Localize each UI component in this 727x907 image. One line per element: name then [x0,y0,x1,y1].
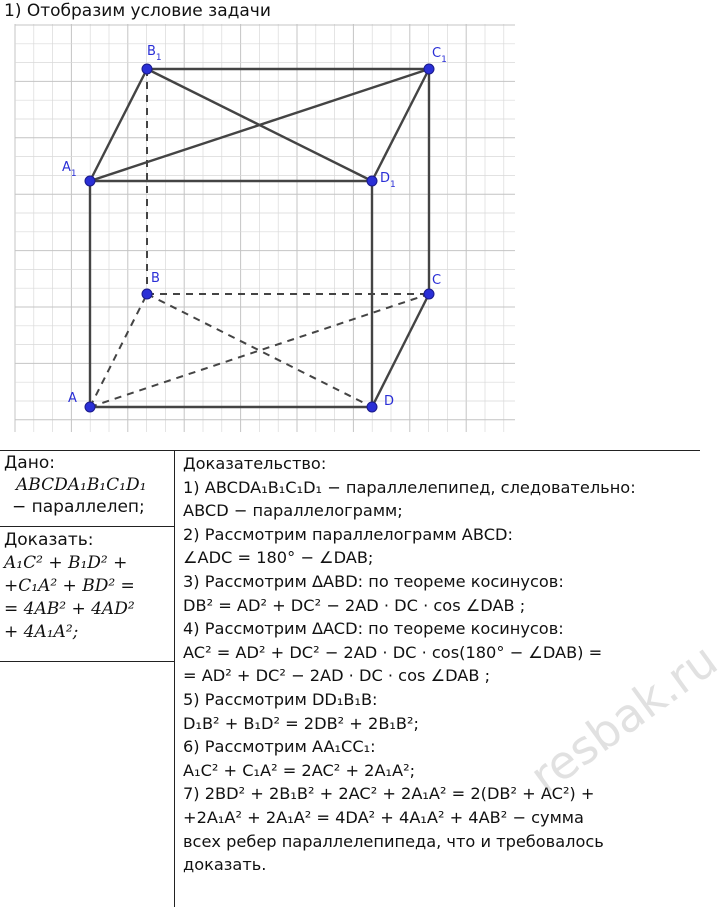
given-caption: Дано: [4,453,55,473]
prove-section [4,529,170,644]
edge-d-c [372,294,429,407]
prove-line: + 4A₁A²; [4,622,79,642]
prove-line: A₁C² + B₁D² + [4,553,128,573]
label-d1: $D_1$ [380,171,396,190]
label-d: D [384,394,395,409]
proof-line: 5) Рассмотрим DD₁B₁B: [183,689,378,709]
proof-line: 7) 2BD² + 2B₁B² + 2AC² + 2A₁A² = 2(DB² + AC²) + [183,784,595,804]
proof-line: 1) ABCDA₁B₁C₁D₁ − параллелепипед, следовательно: [183,477,636,497]
proof-line: DB² = AD² + DC² − 2AD · DC · cos ∠DAB ; [183,595,526,615]
label-a: A [68,391,77,406]
label-b1: $B_1$ [147,44,162,63]
point-b [142,289,152,299]
section-title: 1) Отобразим условие задачи [4,1,271,21]
parallelepiped-figure [0,24,520,434]
table-column-divider [174,450,175,907]
point-a [85,402,95,412]
point-d [367,402,377,412]
label-b: B [151,271,160,286]
proof-line: = AD² + DC² − 2AD · DC · cos ∠DAB ; [183,666,491,686]
given-divider [0,526,174,527]
prove-line: +C₁A² + BD² = [4,576,135,596]
given-figure-type: − параллелеп; [12,497,145,517]
proof-line: доказать. [183,855,267,875]
label-c1: $C_1$ [432,46,447,65]
proof-line: A₁C² + C₁A² = 2AC² + 2A₁A²; [183,760,416,780]
proof-line: 2) Рассмотрим параллелограмм ABCD: [183,524,513,544]
point-d1 [367,176,377,186]
proof-line: всех ребер параллелепипеда, что и требовалось [183,831,604,851]
prove-divider [0,661,174,662]
point-c [424,289,434,299]
label-c: C [432,273,442,288]
proof-line: +2A₁A² + 2A₁A² = 4DA² + 4A₁A² + 4AB² − сумма [183,807,584,827]
proof-line: D₁B² + B₁D² = 2DB² + 2B₁B²; [183,713,419,733]
point-a1 [85,176,95,186]
edge-a-b [90,294,147,407]
point-c1 [424,64,434,74]
table-top-border [0,450,700,451]
proof-line: ∠ADC = 180° − ∠DAB; [183,548,374,568]
proof-section [183,452,698,877]
proof-line: ABCD − параллелограмм; [183,501,403,521]
proof-line: AC² = AD² + DC² − 2AD · DC · cos(180° − ∠DAB) = [183,642,603,662]
label-a1: $A_1$ [62,160,77,179]
watermark: resbak.ru [520,632,727,804]
point-b1 [142,64,152,74]
prove-caption: Доказать: [4,530,94,550]
prove-line: = 4AB² + 4AD² [4,599,135,619]
proof-line: 6) Рассмотрим AA₁CC₁: [183,737,376,757]
proof-caption: Доказательство: [183,454,327,473]
given-figure-name: ABCDA₁B₁C₁D₁ [16,475,147,495]
proof-line: 3) Рассмотрим ΔABD: по теореме косинусов: [183,571,564,591]
proof-line: 4) Рассмотрим ΔACD: по теореме косинусов: [183,619,564,639]
given-section [4,452,172,518]
